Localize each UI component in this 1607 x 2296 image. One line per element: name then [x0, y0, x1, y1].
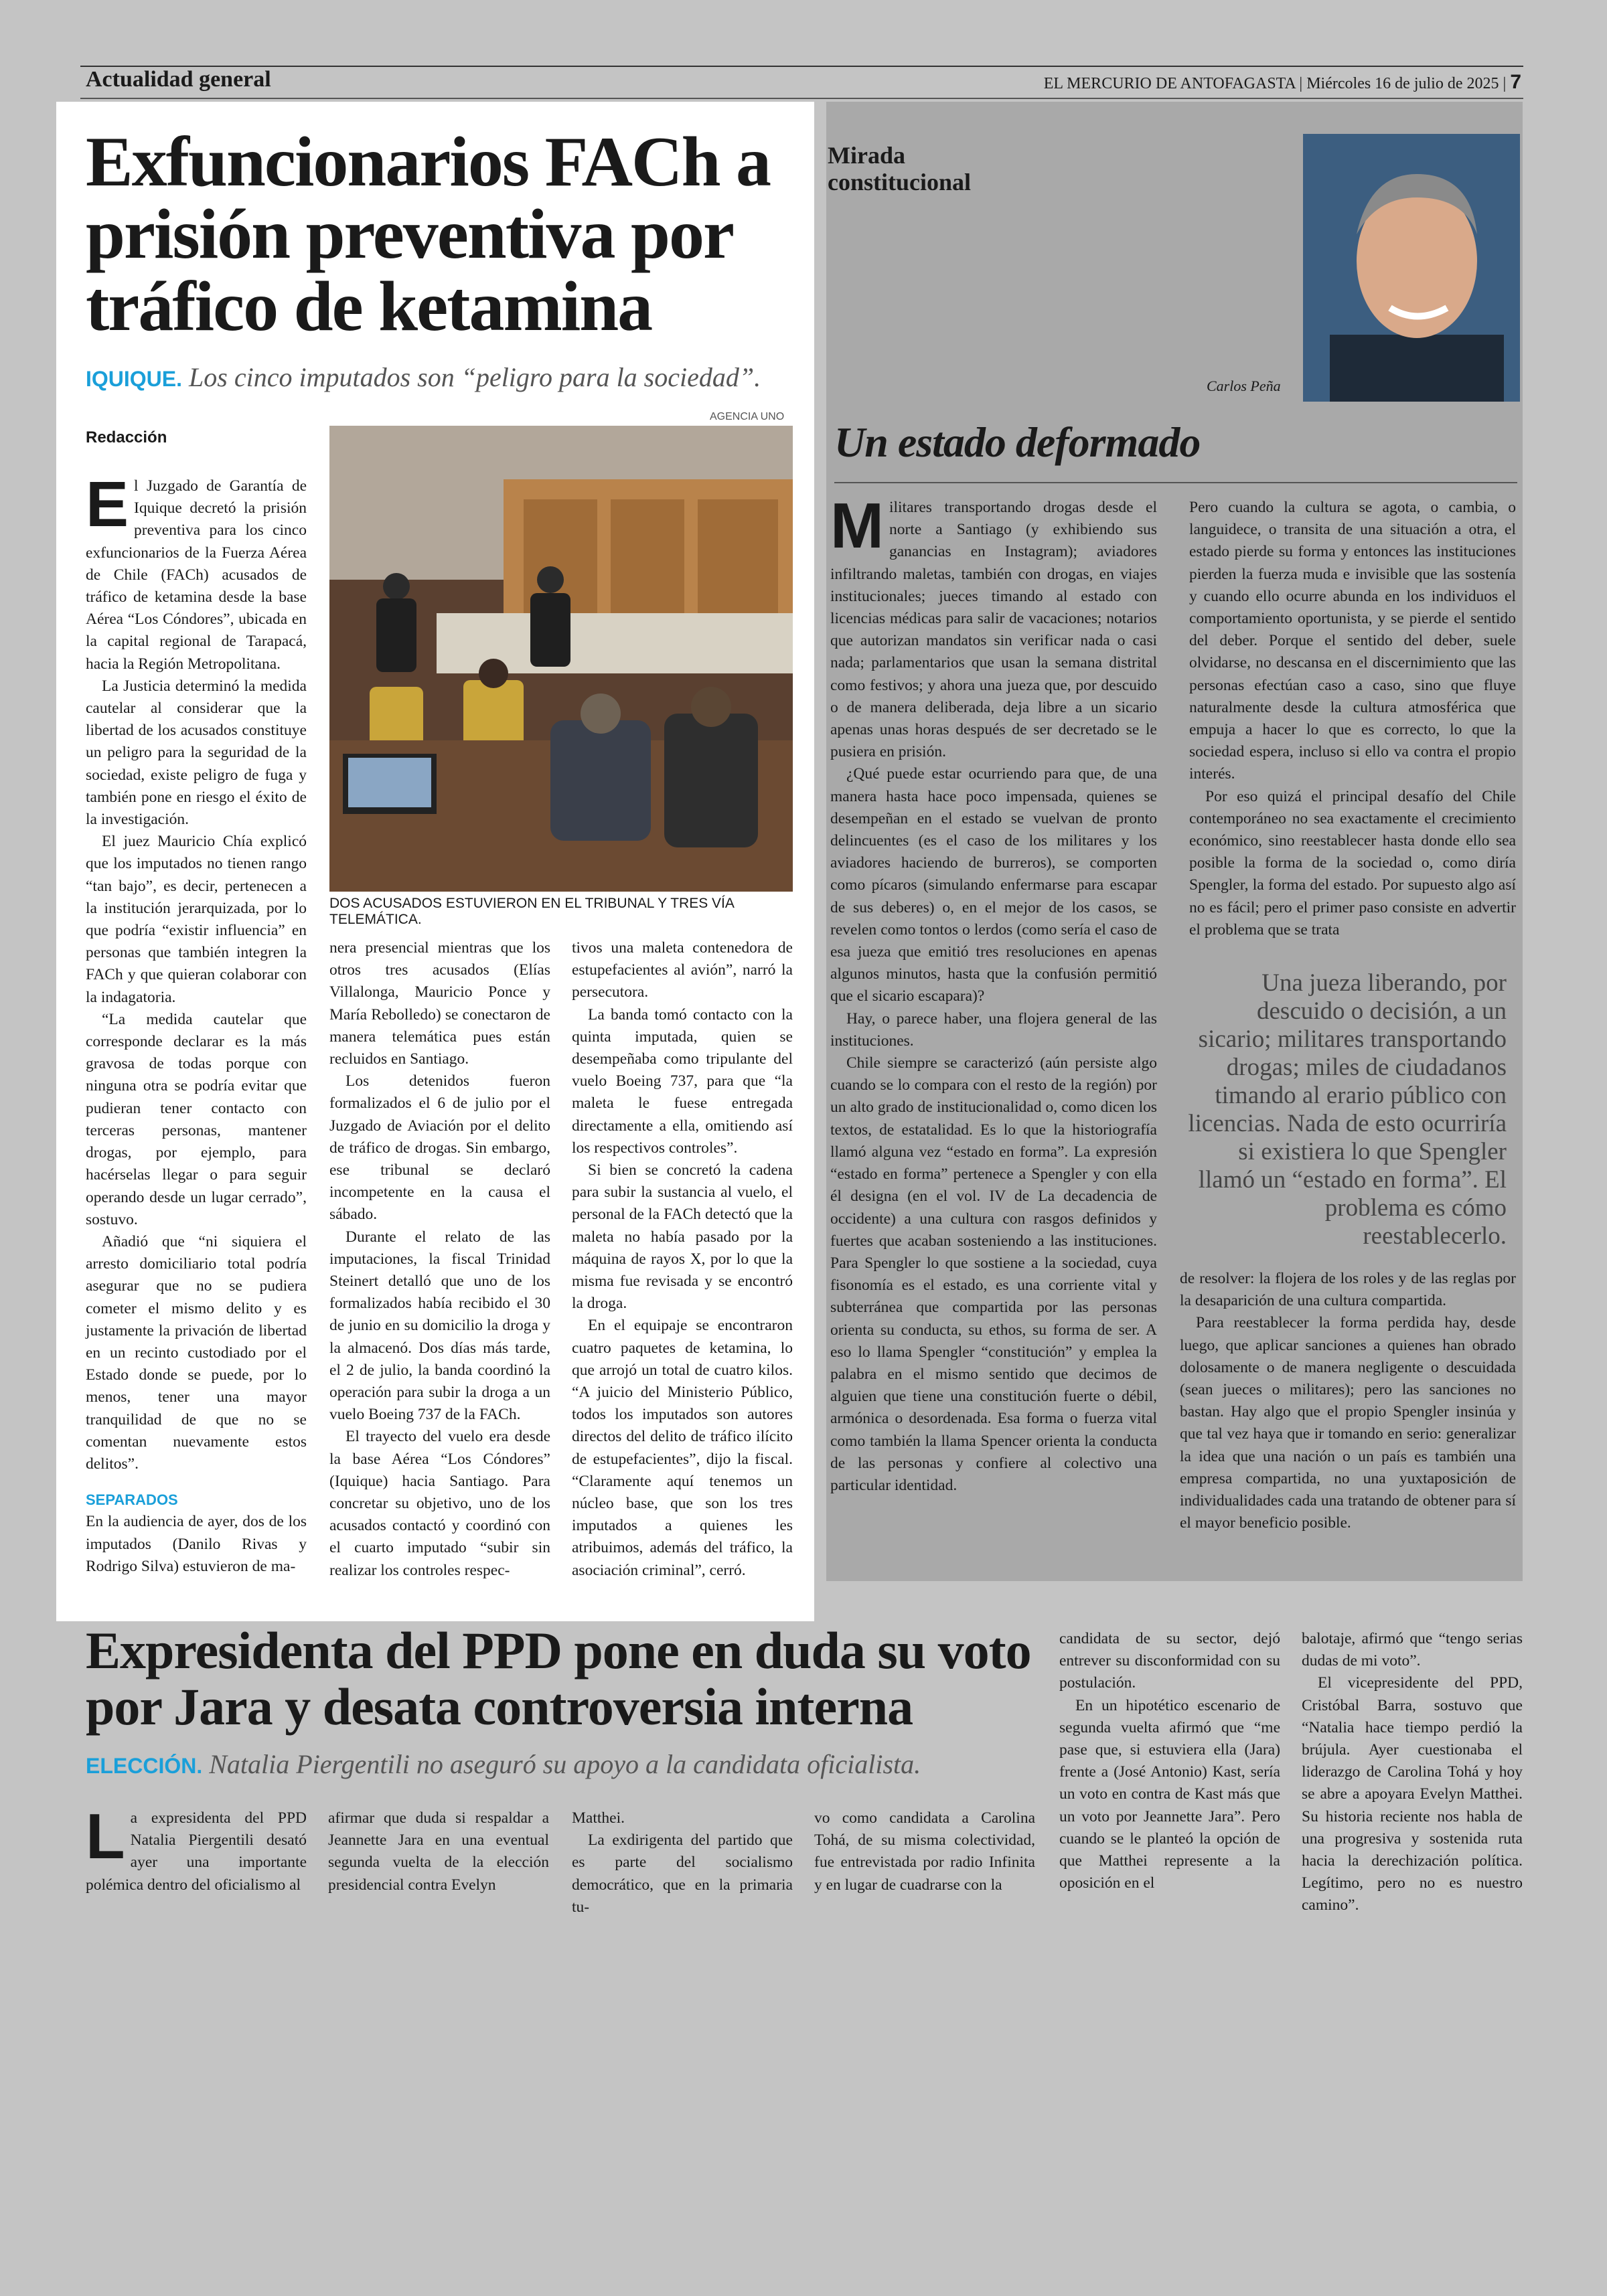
paragraph: tivos una maleta contenedora de estupefacientes al avión”, narró la persecutora.: [572, 939, 793, 1001]
byline: Redacción: [86, 428, 167, 446]
courtroom-illustration: [329, 426, 793, 892]
header-top-rule: [80, 66, 1523, 67]
photo-credit: AGENCIA UNO: [710, 411, 785, 422]
dropcap: L: [86, 1801, 125, 1872]
publication-name: EL MERCURIO DE ANTOFAGASTA: [1043, 75, 1296, 92]
paragraph: Si bien se concretó la cadena para subir la sustancia al vuelo, el personal de la FACh detectó que la maleta no había pasado por la máquina de rayos X, por lo que la misma fue revisada y se encontró la droga.: [572, 1161, 793, 1313]
page-number: 7: [1510, 71, 1521, 93]
courtroom-photo: [329, 426, 793, 892]
pull-quote: Una jueza liberando, por descuido o decisión, a un sicario; militares transportando drogas; miles de ciudadanos timando al erario público con licencias. Nada de esto ocurriría si existiera lo que Spengler llamó un “estado en forma”. El problema es cómo reestablecerlo.: [1188, 969, 1507, 1250]
paragraph: a expresidenta del PPD Natalia Piergentili desató ayer una importante polémica dentro del oficialismo al: [86, 1809, 307, 1894]
paragraph: vo como candidata a Carolina Tohá, de su misma colectividad, fue entrevistada por radio Infinita y en lugar de cuadrarse con la: [814, 1809, 1035, 1894]
paragraph: afirmar que duda si respaldar a Jeannette Jara en una eventual segunda vuelta de la elección presidencial contra Evelyn: [328, 1809, 549, 1894]
photo-caption: DOS ACUSADOS ESTUVIERON EN EL TRIBUNAL Y TRES VÍA TELEMÁTICA.: [329, 896, 734, 927]
paragraph: Hay, o parece haber, una flojera general de las instituciones.: [830, 1009, 1157, 1050]
main-column-2: [329, 937, 550, 1582]
paragraph: nera presencial mientras que los otros tres acusados (Elías Villalonga, Mauricio Ponce y María Rebolledo) se conectaron de manera telemática pues están recluidos en Santiago.: [329, 939, 550, 1068]
paragraph: La banda tomó contacto con la quinta imputada, quien se desempeñaba como tripulante del vuelo Boeing 737, para que “la maleta le fuese entregada directamente a ella, omitiendo así los respectivos controles”.: [572, 1005, 793, 1157]
main-kicker: [86, 361, 809, 393]
dropcap: E: [86, 469, 129, 540]
bottom-headline: Expresidenta del PPD pone en duda su voto por Jara y desata controversia interna: [86, 1621, 1031, 1736]
paragraph: Para reestablecer la forma perdida hay, desde luego, que aplicar sanciones a quienes han obrado dolosamente o de manera negligente o descuidada (sean jueces o militares); pero las sanciones no bastan. Hay algo que el propio Spengler insinúa y que tal vez haya que ir tomando en serio: generalizar la idea que una nación o un país es también una empresa compartida, no una yuxtaposición de individualidades cada una tratando de obtener para sí el mayor beneficio posible.: [1180, 1314, 1516, 1532]
kicker-text: Natalia Piergentili no aseguró su apoyo a la candidata oficialista.: [209, 1749, 921, 1779]
kicker-tag: ELECCIÓN.: [86, 1754, 203, 1778]
paragraph: ilitares transportando drogas desde el norte a Santiago (y exhibiendo sus ganancias en Instagram); aviadores infiltrando maletas, también con drogas, en viajes institucionales; jueces timando al estado con licencias médicas para salir de vacaciones; notarios que autorizan mandatos sin verificar nada o casi nada; parlamentarios que usan la semana distrital como festivos; y ahora una jueza que, por descuido o de manera deliberada, deja libre a un sicario apenas unas horas después de ser decretado se le pusiera en prisión.: [830, 499, 1157, 761]
opinion-title-rule: [834, 482, 1517, 483]
masthead-line: EL MERCURIO DE ANTOFAGASTA | Miércoles 16 de julio de 2025 | 7: [1043, 71, 1521, 93]
publication-date: Miércoles 16 de julio de 2025: [1306, 75, 1499, 92]
kicker-text: Los cinco imputados son “peligro para la sociedad”.: [189, 362, 761, 392]
main-column-3: [572, 937, 793, 1582]
bottom-column-5: [1059, 1628, 1280, 1894]
opinion-column-2: [1189, 497, 1516, 941]
bottom-column-2: [328, 1807, 549, 1896]
paragraph: En el equipaje se encontraron cuatro paquetes de ketamina, lo que arrojó un total de cuatro kilos. “A juicio del Ministerio Público, todos los imputados son autores directos del delito de tráfico ilícito de estupefacientes”, dijo la fiscal. “Claramente aquí tenemos un núcleo base, que son los tres imputados a quienes les atribuimos, además del tráfico, la asociación criminal”, cerró.: [572, 1317, 793, 1579]
paragraph: Durante el relato de las imputaciones, la fiscal Trinidad Steinert detalló que uno de los formalizados había recibido el 30 de junio en su domicilio la droga y la almacenó. Dos días más tarde, el 2 de julio, la banda coordinó la operación para subir la droga a un vuelo Boeing 737 de la FACh.: [329, 1228, 550, 1424]
portrait-illustration: [1303, 134, 1520, 402]
paragraph: Chile siempre se caracterizó (aún persiste algo cuando se lo compara con el resto de la región) por un alto grado de institucionalidad o, como dicen los textos, de estatalidad. Es lo que la historiografía llamó alguna vez “estado en forma”. La expresión “estado en forma” pertenece a Spengler y con ella él designa (en el vol. IV de La decadencia de occidente) a una cultura con rasgos definidos y fuertes que acaban sosteniendo a las instituciones. Para Spengler lo que sostiene a la sociedad, cuya fisonomía es el estado, es una corriente vital y subterránea que compartida por las personas orienta su conducta, su ethos, su forma de ser. A eso lo llama Spengler “constitución” y emplea la palabra en el mismo sentido que decimos de alguien que tiene una constitución fuerte o débil, armónica o desordenada. Esa forma o fuerza vital como también la llama Spencer orienta la conducta de las personas y confiere al colectivo una particular identidad.: [830, 1054, 1157, 1494]
paragraph: El vicepresidente del PPD, Cristóbal Barra, sostuvo que “Natalia hace tiempo perdió la brújula. Ayer cuestionaba el liderazgo de Carolina Tohá y hoy se abre a apoyara Evelyn Matthei. Su historia reciente nos habla de una progresiva y sostenida ruta hacia la derechización política. Legítimo, pero no es nuestro camino”.: [1302, 1674, 1523, 1914]
paragraph: Matthei.: [572, 1809, 625, 1827]
paragraph: balotaje, afirmó que “tengo serias dudas de mi voto”.: [1302, 1630, 1523, 1670]
opinion-column-2-continued: [1180, 1268, 1516, 1534]
main-headline: Exfuncionarios FACh a prisión preventiva por tráfico de ketamina: [86, 122, 771, 345]
kicker-tag: IQUIQUE.: [86, 367, 183, 391]
opinion-title: Un estado deformado: [834, 418, 1201, 466]
bottom-column-4: [814, 1807, 1035, 1896]
paragraph: La exdirigenta del partido que es parte del socialismo democrático, que en la primaria tu-: [572, 1831, 793, 1916]
paragraph: ¿Qué puede estar ocurriendo para que, de una manera hasta hace poco impensada, quienes se desempeñan en el estado se vuelvan de pronto delincuentes (es el caso de los militares y los aviadores haciendo de burreros), se comporten como pícaros (simulando enfermarse para escapar de sus deberes) o, en el mejor de los casos, se revelen como tontos o lerdos (como sería el caso de esa jueza que emitió tres resoluciones en apenas algunos minutos, hasta que la confusión permitió que el sicario escapara)?: [830, 765, 1157, 1005]
paragraph: de resolver: la flojera de los roles y de las reglas por la desaparición de una cultura compartida.: [1180, 1270, 1516, 1310]
opinion-column-1: [830, 490, 1157, 1497]
subhead: SEPARADOS: [86, 1491, 178, 1509]
paragraph: “La medida cautelar que corresponde declarar es la más gravosa de todas porque con ninguna otra se podría evitar que pudieran tener contacto con terceras personas, mantener drogas, por ejemplo, para hacérselas llegar o para seguir operando desde un lugar cerrado”, sostuvo.: [86, 1010, 307, 1228]
bottom-column-6: [1302, 1628, 1523, 1917]
opinion-section-label: Mirada constitucional: [828, 142, 972, 195]
paragraph: Por eso quizá el principal desafío del Chile contemporáneo no sea exactamente el crecimiento económico, sino reestablecer hasta donde ello sea posible la forma de la sociedad o, como diría Spengler, la forma del estado. Por supuesto algo así no es fácil; pero el primer paso consiste en advertir el problema que se trata: [1189, 787, 1516, 938]
section-label: Actualidad general: [86, 67, 271, 92]
paragraph: candidata de su sector, dejó entrever su disconformidad con su postulación.: [1059, 1630, 1280, 1692]
paragraph: l Juzgado de Garantía de Iquique decretó la prisión preventiva para los cinco exfuncionarios de la Fuerza Aérea de Chile (FACh) acusados de tráfico de ketamina desde la base Aérea “Los Cóndores”, ubicada en la capital regional de Tarapacá, hacia la Región Metropolitana.: [86, 477, 307, 673]
header-bottom-rule: [80, 98, 1523, 99]
bottom-kicker: [86, 1748, 1063, 1780]
paragraph: En la audiencia de ayer, dos de los imputados (Danilo Rivas y Rodrigo Silva) estuvieron de ma-: [86, 1513, 307, 1575]
author-name: Carlos Peña: [1207, 378, 1281, 394]
dropcap: M: [830, 490, 884, 562]
paragraph: Pero cuando la cultura se agota, o cambia, o languidece, o transita de una situación a otra, el estado pierde su forma y entonces las instituciones pierden la fuerza muda e invisible que las sostenía y cuando ello ocurre abunda en los individuos el comportamiento oportunista, y se pierde el sentido del deber. Porque el sentido del deber, suele olvidarse, no descansa en el discernimiento que las personas efectúan caso a caso, sino que fluye naturalmente desde la cultura atmosférica que empuja a hacer lo que es correcto, lo que la sociedad espera, incluso si ello va contra el propio interés.: [1189, 499, 1516, 783]
paragraph: En un hipotético escenario de segunda vuelta afirmó que “me pase que, si estuviera ella (Jara) frente a (José Antonio) Kast, sería un voto en contra de Kast más que un voto por Jeannette Jara”. Pero cuando se le planteó la opción de que Matthei represente a la oposición en el: [1059, 1696, 1280, 1892]
bottom-column-1: [86, 1801, 307, 1896]
paragraph: El juez Mauricio Chía explicó que los imputados no tienen rango “tan bajo”, es decir, pertenecen a la institución jerarquizada, por lo que podría “existir influencia” en personas que también integren la FACh y que quieran colaborar con la indagatoria.: [86, 833, 307, 1006]
paragraph: Los detenidos fueron formalizados el 6 de julio por el Juzgado de Aviación por el delito de tráfico de drogas. Sin embargo, ese tribunal se declaró incompetente en la causa el sábado.: [329, 1072, 550, 1224]
bottom-column-3: [572, 1807, 793, 1918]
paragraph: Añadió que “ni siquiera el arresto domiciliario total podría asegurar que no se pudiera cometer el mismo delito y es justamente la privación de libertad en un recinto custodiado por el Estado donde se puede, por lo menos, tener una mayor tranquilidad de que no se comentan nuevamente estos delitos”.: [86, 1232, 307, 1473]
main-column-1: [86, 469, 307, 1578]
paragraph: El trayecto del vuelo era desde la base Aérea “Los Cóndores” (Iquique) hacia Santiago. Para concretar su objetivo, uno de los acusados contactó y coordinó con el cuarto imputado “subir sin realizar los controles respec-: [329, 1428, 550, 1579]
author-portrait: [1303, 134, 1520, 402]
paragraph: La Justicia determinó la medida cautelar al considerar que la libertad de los acusados constituye un peligro para la seguridad de la sociedad, existe peligro de fuga y también pone en riesgo el éxito de la investigación.: [86, 677, 307, 829]
